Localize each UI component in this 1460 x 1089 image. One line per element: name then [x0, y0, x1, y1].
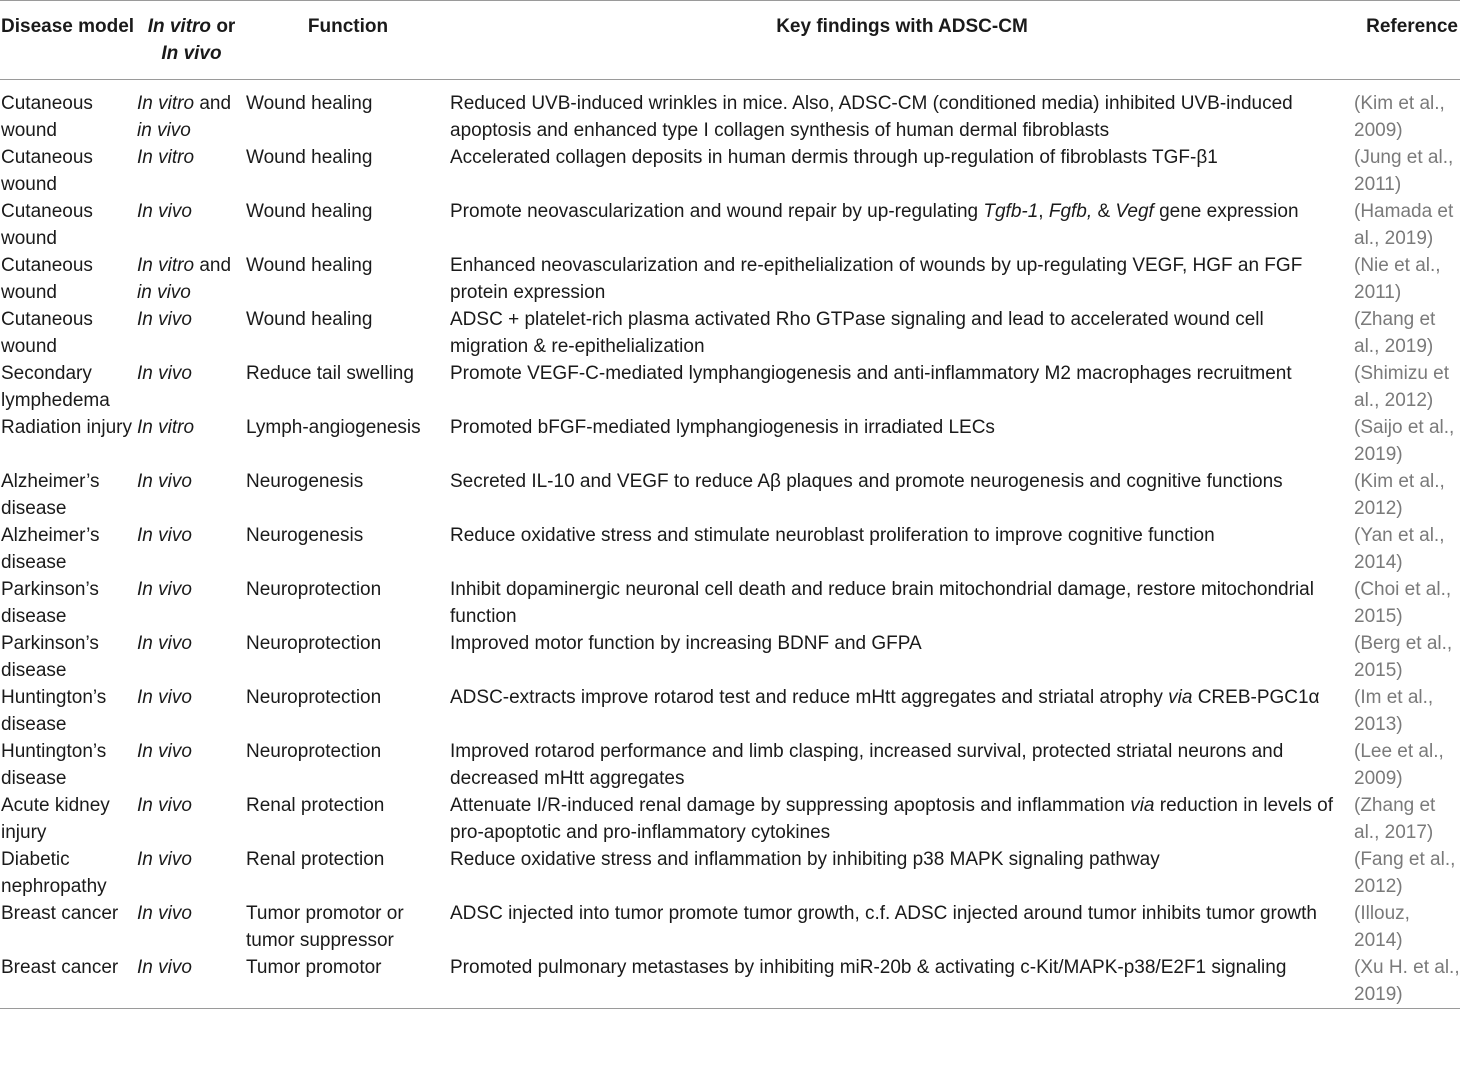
table-row [0, 630, 1460, 684]
table-row [0, 954, 1460, 1009]
function-cell: Renal protection [246, 849, 385, 870]
finding-text-2: CREB-PGC1α [1192, 687, 1320, 708]
model-text-2: in vivo [137, 282, 191, 303]
function-cell: Renal protection [246, 795, 385, 816]
disease-cell: Cutaneous wound [1, 147, 93, 195]
model-text: In vivo [137, 957, 192, 978]
model-text: In vivo [137, 309, 192, 330]
header-row [0, 1, 1460, 80]
function-cell: Neurogenesis [246, 471, 364, 492]
reference-cell: (Fang et al., 2012) [1354, 849, 1456, 897]
function-cell: Tumor promotor [246, 957, 382, 978]
model-cell [137, 792, 246, 846]
disease-cell: Cutaneous wound [1, 93, 93, 141]
model-text: In vivo [137, 201, 192, 222]
disease-cell: Acute kidney injury [1, 795, 110, 843]
header-disease-model: Disease model [1, 16, 135, 37]
model-text: In vivo [137, 633, 192, 654]
model-cell [137, 846, 246, 900]
table-row [0, 360, 1460, 414]
finding-cell: Secreted IL-10 and VEGF to reduce Aβ plaques and promote neurogenesis and cognitive functions [450, 471, 1283, 492]
model-cell [137, 576, 246, 630]
header-or: or [216, 16, 236, 37]
function-cell: Lymph-angiogenesis [246, 417, 421, 438]
disease-cell: Huntington’s disease [1, 741, 107, 789]
table-row [0, 468, 1460, 522]
reference-cell: (Yan et al., 2014) [1354, 525, 1445, 573]
table-row [0, 792, 1460, 846]
model-text: In vivo [137, 579, 192, 600]
disease-cell: Cutaneous wound [1, 309, 93, 357]
disease-cell: Secondary lymphedema [1, 363, 110, 411]
table-row [0, 900, 1460, 954]
model-cell [137, 414, 246, 468]
model-text-2: in vivo [137, 120, 191, 141]
model-cell [137, 738, 246, 792]
finding-text: ADSC-extracts improve rotarod test and reduce mHtt aggregates and striatal atrophy [450, 687, 1169, 708]
model-cell [137, 252, 246, 306]
disease-cell: Breast cancer [1, 957, 119, 978]
finding-cell: Promote VEGF-C-mediated lymphangiogenesis and anti-inflammatory M2 macrophages recruitment [450, 363, 1292, 384]
reference-cell: (Zhang et al., 2019) [1354, 309, 1436, 357]
model-and: and [199, 93, 232, 114]
finding-cell: Reduce oxidative stress and stimulate neuroblast proliferation to improve cognitive function [450, 525, 1215, 546]
model-text: In vivo [137, 525, 192, 546]
reference-cell: (Xu H. et al., 2019) [1354, 957, 1460, 1005]
reference-cell: (Choi et al., 2015) [1354, 579, 1452, 627]
reference-cell: (Nie et al., 2011) [1354, 255, 1441, 303]
finding-cell: ADSC injected into tumor promote tumor growth, c.f. ADSC injected around tumor inhibits tumor growth [450, 903, 1317, 924]
table-row [0, 414, 1460, 468]
disease-cell: Cutaneous wound [1, 255, 93, 303]
model-cell [137, 360, 246, 414]
model-cell [137, 198, 246, 252]
header-key-findings: Key findings with ADSC-CM [776, 16, 1028, 37]
function-cell: Neuroprotection [246, 633, 382, 654]
model-cell [137, 306, 246, 360]
header-function: Function [307, 16, 389, 37]
model-text: In vivo [137, 795, 192, 816]
finding-cell [450, 198, 1354, 252]
disease-cell: Huntington’s disease [1, 687, 107, 735]
reference-cell: (Im et al., 2013) [1354, 687, 1434, 735]
finding-cell: Inhibit dopaminergic neuronal cell death and reduce brain mitochondrial damage, restore mitochondrial function [450, 579, 1314, 627]
model-text: In vivo [137, 471, 192, 492]
table-row [0, 738, 1460, 792]
reference-cell: (Kim et al., 2009) [1354, 93, 1445, 141]
finding-text-2: gene expression [1153, 201, 1299, 222]
model-cell [137, 468, 246, 522]
table-row [0, 684, 1460, 738]
model-text: In vitro [137, 147, 195, 168]
table-row [0, 252, 1460, 306]
function-cell: Neuroprotection [246, 741, 382, 762]
function-cell: Wound healing [246, 93, 373, 114]
finding-cell: Improved rotarod performance and limb clasping, increased survival, protected striatal neurons and decreased mHtt aggregates [450, 741, 1284, 789]
model-text: In vivo [137, 741, 192, 762]
disease-cell: Alzheimer’s disease [1, 471, 100, 519]
gene-name: Tgfb-1 [983, 201, 1039, 222]
reference-cell: (Zhang et al., 2017) [1354, 795, 1436, 843]
table-row [0, 306, 1460, 360]
finding-text: Promote neovascularization and wound repair by up-regulating [450, 201, 984, 222]
disease-cell: Radiation injury [1, 417, 132, 438]
header-invitro: In vitro [147, 16, 212, 37]
table-row [0, 846, 1460, 900]
function-cell: Wound healing [246, 201, 373, 222]
function-cell: Neuroprotection [246, 687, 382, 708]
function-cell: Wound healing [246, 147, 373, 168]
finding-cell: Reduce oxidative stress and inflammation by inhibiting p38 MAPK signaling pathway [450, 849, 1160, 870]
function-cell: Wound healing [246, 309, 373, 330]
finding-cell: Accelerated collagen deposits in human dermis through up-regulation of fibroblasts TGF-β1 [450, 147, 1218, 168]
table-row [0, 80, 1460, 145]
function-cell: Reduce tail swelling [246, 363, 414, 384]
model-text: In vitro [137, 255, 195, 276]
model-text: In vivo [137, 363, 192, 384]
header-model-type [137, 1, 246, 80]
model-text: In vivo [137, 687, 192, 708]
model-cell [137, 900, 246, 954]
disease-cell: Breast cancer [1, 903, 119, 924]
separator: , [1038, 201, 1049, 222]
function-cell: Neuroprotection [246, 579, 382, 600]
model-cell [137, 684, 246, 738]
reference-cell: (Illouz, 2014) [1354, 903, 1410, 951]
model-cell [137, 522, 246, 576]
gene-name: Fgfb, [1048, 201, 1093, 222]
model-text: In vivo [137, 903, 192, 924]
model-and: and [199, 255, 232, 276]
finding-text-2: reduction in levels of pro-apoptotic and pro-inflammatory cytokines [450, 795, 1333, 843]
header-invivo: In vivo [161, 43, 222, 64]
finding-cell [450, 792, 1354, 846]
table-header [0, 1, 1460, 80]
table-body [0, 80, 1460, 1009]
finding-cell: ADSC + platelet-rich plasma activated Rho GTPase signaling and lead to accelerated wound cell migration & re-epithelialization [450, 309, 1264, 357]
finding-cell: Improved motor function by increasing BDNF and GFPA [450, 633, 922, 654]
disease-cell: Alzheimer’s disease [1, 525, 100, 573]
function-cell: Tumor promotor or tumor suppressor [246, 903, 404, 951]
header-reference: Reference [1366, 16, 1458, 37]
disease-cell: Diabetic nephropathy [1, 849, 107, 897]
reference-cell: (Hamada et al., 2019) [1354, 201, 1454, 249]
model-text: In vitro [137, 417, 195, 438]
disease-cell: Parkinson’s disease [1, 579, 99, 627]
reference-cell: (Lee et al., 2009) [1354, 741, 1444, 789]
table-row [0, 576, 1460, 630]
model-text: In vitro [137, 93, 195, 114]
separator: & [1092, 201, 1116, 222]
finding-cell: Promoted pulmonary metastases by inhibiting miR-20b & activating c-Kit/MAPK-p38/E2F1 signaling [450, 957, 1287, 978]
model-cell [137, 144, 246, 198]
model-text: In vivo [137, 849, 192, 870]
model-cell [137, 630, 246, 684]
table-row [0, 144, 1460, 198]
table-row [0, 522, 1460, 576]
finding-cell [450, 684, 1354, 738]
reference-cell: (Jung et al., 2011) [1354, 147, 1454, 195]
reference-cell: (Saijo et al., 2019) [1354, 417, 1455, 465]
finding-text: Attenuate I/R-induced renal damage by suppressing apoptosis and inflammation [450, 795, 1131, 816]
model-cell [137, 954, 246, 1009]
reference-cell: (Kim et al., 2012) [1354, 471, 1445, 519]
reference-cell: (Shimizu et al., 2012) [1354, 363, 1450, 411]
model-cell [137, 80, 246, 145]
finding-cell: Promoted bFGF-mediated lymphangiogenesis in irradiated LECs [450, 417, 995, 438]
reference-cell: (Berg et al., 2015) [1354, 633, 1453, 681]
finding-via: via [1168, 687, 1193, 708]
finding-cell: Reduced UVB-induced wrinkles in mice. Also, ADSC-CM (conditioned media) inhibited UVB-induced apoptosis and enhanced type I collagen synthesis of human dermal fibroblasts [450, 93, 1293, 141]
disease-cell: Cutaneous wound [1, 201, 93, 249]
finding-via: via [1130, 795, 1155, 816]
finding-cell: Enhanced neovascularization and re-epithelialization of wounds by up-regulating VEGF, HGF an FGF protein expression [450, 255, 1303, 303]
gene-name: Vegf [1115, 201, 1154, 222]
disease-cell: Parkinson’s disease [1, 633, 99, 681]
function-cell: Neurogenesis [246, 525, 364, 546]
function-cell: Wound healing [246, 255, 373, 276]
table-row [0, 198, 1460, 252]
